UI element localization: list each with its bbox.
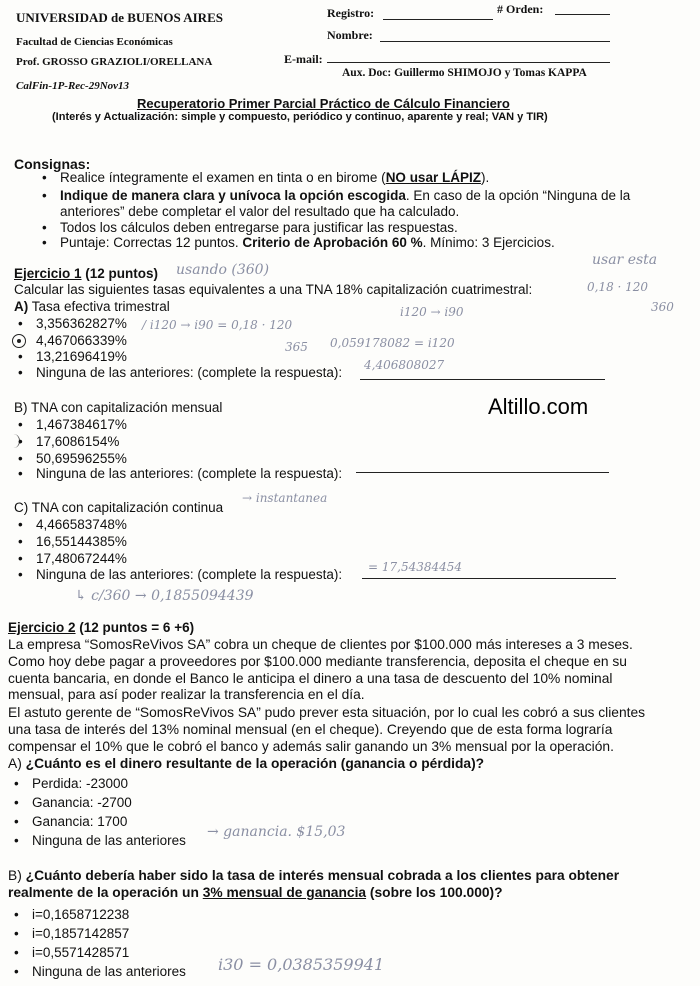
- consignas-label: Consignas:: [14, 156, 91, 172]
- professor-name: Prof. GROSSO GRAZIOLI/ORELLANA: [16, 56, 213, 68]
- ej1-a-label: A) Tasa efectiva trimestral: [14, 299, 170, 314]
- ej2-p6: una tasa de interés del 13% nominal mensual (en el cheque). Creyendo que de esta forma lograría: [8, 722, 613, 737]
- ej1-title: Ejercicio 1 (12 puntos): [14, 266, 159, 281]
- aux-docentes: Aux. Doc: Guillermo SHIMOJO y Tomas KAPPA: [342, 67, 587, 79]
- consigna-3: • Todos los cálculos deben entregarse para justificar las respuestas.: [60, 220, 458, 235]
- registro-label: Registro:: [327, 6, 375, 20]
- ej2-a-opt-1[interactable]: • Perdida: -23000: [32, 776, 128, 791]
- ej1-statement: Calcular las siguientes tasas equivalentes a una TNA 18% capitalización cuatrimestral:: [14, 282, 533, 297]
- ej1-c-opt-4[interactable]: • Ninguna de las anteriores: (complete la respuesta):: [36, 567, 342, 582]
- orden-label: # Orden:: [497, 2, 544, 16]
- ej2-b-question-1: B) ¿Cuánto debería haber sido la tasa de interés mensual cobrada a los clientes para obtener: [8, 868, 620, 883]
- hand-i120-i90-a: / i120 → i90 = 0,18 · 120: [142, 318, 293, 332]
- ej1-c-opt-2[interactable]: • 16,55144385%: [36, 534, 127, 549]
- hand-i30: i30 = 0,0385359941: [218, 955, 385, 974]
- hand-i120-i90-b: i120 → i90: [400, 305, 464, 319]
- ej1-b-label: B) TNA con capitalización mensual: [14, 400, 223, 415]
- university-name: UNIVERSIDAD de BUENOS AIRES: [16, 10, 223, 25]
- ej1-b-opt-2[interactable]: • 17,6086154%: [36, 434, 119, 449]
- ej2-p1: La empresa “SomosReVivos SA” cobra un cheque de clientes por $100.000 más intereses a 3 meses.: [8, 637, 633, 652]
- ej2-a-opt-2[interactable]: • Ganancia: -2700: [32, 795, 132, 810]
- hand-4-4068: 4,406808027: [364, 358, 445, 372]
- exam-title: Recuperatorio Primer Parcial Práctico de Cálculo Financiero: [137, 96, 510, 111]
- hand-17-5438: = 17,54384454: [368, 560, 463, 574]
- ej2-p3: cuenta bancaria, en donde el Banco le anticipa el dinero a una tasa de descuento del 10% nominal: [8, 671, 613, 686]
- consigna-2-cont: anteriores” debe completar el valor del resultado que ha calculado.: [60, 204, 460, 219]
- ej1-a-opt-3[interactable]: • 13,21696419%: [36, 349, 127, 364]
- hand-usando-360: usando (360): [176, 262, 270, 278]
- ej2-p7: compensar el 10% que le cobró el banco y además salir ganando un 3% mensual por la operación.: [8, 739, 614, 754]
- ej1-c-opt-3[interactable]: • 17,48067244%: [36, 551, 127, 566]
- exam-code: CalFin-1P-Rec-29Nov13: [16, 80, 130, 92]
- hand-ganancia: → ganancia. $15,03: [207, 824, 346, 840]
- ej2-b-opt-2[interactable]: • i=0,1857142857: [32, 926, 129, 941]
- consigna-4: • Puntaje: Correctas 12 puntos. Criterio de Aprobación 60 %. Mínimo: 3 Ejercicios.: [60, 235, 555, 250]
- ej2-p5: El astuto gerente de “SomosReVivos SA” pudo prever esta situación, por lo cual les cobró a sus clientes: [8, 705, 646, 720]
- ej1-b-opt-4[interactable]: • Ninguna de las anteriores: (complete la respuesta):: [36, 466, 342, 481]
- ej1-c-answer-line[interactable]: [362, 578, 616, 579]
- ej2-b-opt-1[interactable]: • i=0,1658712238: [32, 907, 129, 922]
- hand-c360: ↳ c/360 → 0,1855094439: [75, 588, 254, 604]
- ej1-c-opt-1[interactable]: • 4,466583748%: [36, 517, 127, 532]
- ej1-a-opt-1[interactable]: • 3,356362827%: [36, 316, 127, 331]
- ej2-a-opt-3[interactable]: • Ganancia: 1700: [32, 814, 127, 829]
- ej2-p4: mensual, para así poder realizar la transferencia en el día.: [8, 687, 365, 702]
- ej2-a-question: A) ¿Cuánto es el dinero resultante de la operación (ganancia o pérdida)?: [8, 756, 485, 771]
- ej1-a-opt-4[interactable]: • Ninguna de las anteriores: (complete la respuesta):: [36, 365, 342, 380]
- ej1-b-opt-1[interactable]: • 1,467384617%: [36, 417, 127, 432]
- consigna-2: • Indique de manera clara y unívoca la opción escogida. En caso de la opción “Ninguna de la: [60, 188, 630, 203]
- ej2-title: Ejercicio 2 (12 puntos = 6 +6): [8, 620, 195, 635]
- ej2-a-opt-4[interactable]: • Ninguna de las anteriores: [32, 833, 186, 848]
- nombre-label: Nombre:: [327, 28, 373, 42]
- ej1-c-label: C) TNA con capitalización continua: [14, 500, 224, 515]
- registro-field[interactable]: [383, 19, 493, 20]
- ej1-b-answer-line[interactable]: [356, 472, 609, 473]
- ej2-b-opt-3[interactable]: • i=0,5571428571: [32, 945, 129, 960]
- altillo-watermark: Altillo.com: [488, 394, 589, 419]
- ej1-a-answer-line[interactable]: [360, 379, 605, 380]
- nombre-field[interactable]: [380, 41, 610, 42]
- consigna-1: • Realice íntegramente el examen en tinta o en birome (NO usar LÁPIZ).: [60, 170, 489, 185]
- hand-365: 365: [285, 340, 308, 354]
- hand-0-0591: 0,059178082 = i120: [330, 336, 455, 350]
- ej2-p2: Como hoy debe pagar a proveedores por $100.000 mediante transferencia, deposita el cheque en su: [8, 654, 627, 669]
- ej2-b-question-2: realmente de la operación un 3% mensual de ganancia (sobre los 100.000)?: [8, 885, 503, 900]
- ej2-b-opt-4[interactable]: • Ninguna de las anteriores: [32, 964, 186, 979]
- selected-circle-icon: [12, 334, 26, 348]
- hand-0-18-120: 0,18 · 120: [587, 280, 649, 294]
- hand-360: 360: [651, 300, 674, 314]
- ej1-b-opt-3[interactable]: • 50,69596255%: [36, 451, 127, 466]
- faculty-name: Facultad de Ciencias Económicas: [16, 36, 173, 48]
- email-label: E-mail:: [284, 52, 323, 66]
- email-field[interactable]: [327, 62, 610, 63]
- orden-field[interactable]: [555, 14, 610, 15]
- ej1-a-opt-2[interactable]: 4,467066339%: [36, 333, 127, 348]
- hand-usar-esta: usar esta: [592, 252, 658, 268]
- hand-instantanea: → instantanea: [242, 491, 328, 505]
- exam-subtitle: (Interés y Actualización: simple y compuesto, periódico y continuo, aparente y real; VAN y TIR): [52, 111, 548, 123]
